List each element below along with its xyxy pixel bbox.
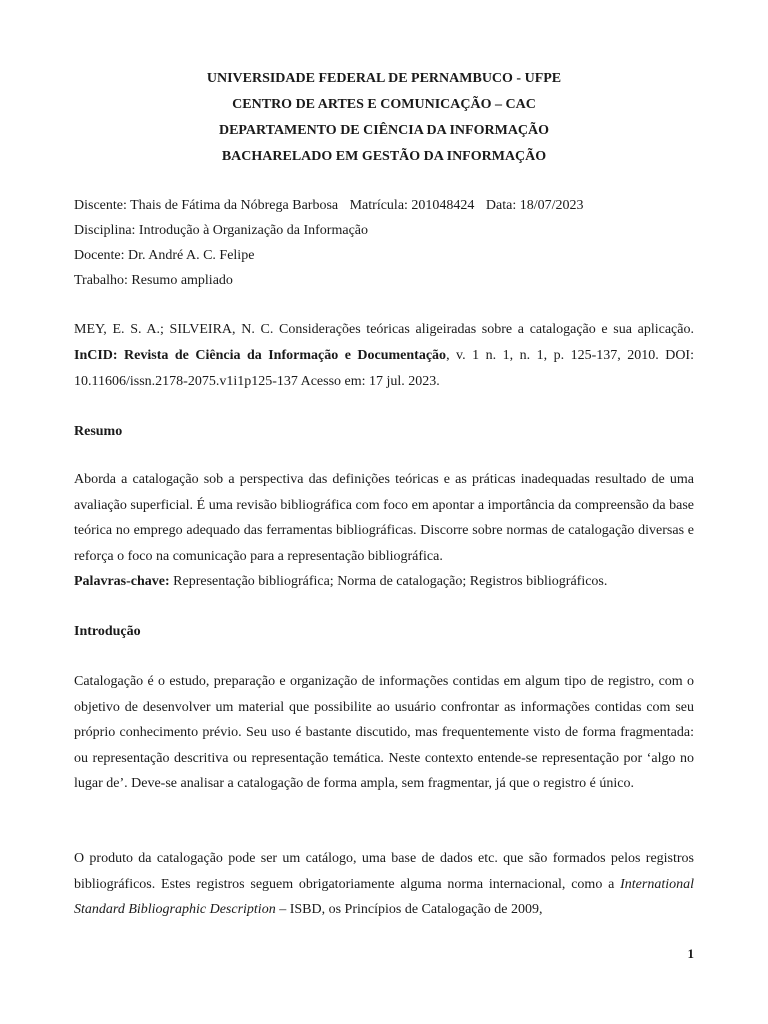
introducao-p2-start: O produto da catalogação pode ser um catálogo, uma base de dados etc. que são formados pelos registros bibliográficos. Estes registros seguem obrigatoriamente alguma norma internacional, como a: [74, 851, 694, 892]
reference-details: , v. 1 n. 1, n. 1, p. 125-137, 2010. DOI: 10.11606/issn.2178-2075.v1i1p125-137 Acesso em: 17 jul. 2023.: [74, 348, 694, 389]
professor-name: Docente: Dr. André A. C. Felipe: [74, 248, 255, 263]
resumo-paragraph: [74, 467, 694, 595]
header-center: CENTRO DE ARTES E COMUNICAÇÃO – CAC: [232, 97, 536, 112]
section-title-introducao: Introdução: [74, 624, 141, 639]
resumo-text: Aborda a catalogação sob a perspectiva das definições teóricas e as práticas inadequadas resultado de uma avaliação superficial. É uma revisão bibliográfica com foco em apontar a importância da compreensão da base teórica no emprego adequado das ferramentas bibliográficas. Discorre sobre normas de catalogação diversas e reforça o foco na comunicação para a representação bibliográfica.: [74, 472, 694, 564]
document-date: Data: 18/07/2023: [485, 198, 584, 213]
institution-header: [74, 66, 694, 170]
header-university: UNIVERSIDADE FEDERAL DE PERNAMBUCO - UFPE: [206, 71, 562, 86]
document-metadata: [74, 193, 694, 293]
bibliographic-reference: [74, 317, 694, 395]
registration-number: Matrícula: 201048424: [349, 198, 475, 213]
page-number: 1: [687, 946, 694, 961]
header-department: DEPARTAMENTO DE CIÊNCIA DA INFORMAÇÃO: [218, 123, 550, 138]
reference-authors-title: MEY, E. S. A.; SILVEIRA, N. C. Considerações teóricas aligeiradas sobre a catalogação e sua aplicação.: [74, 322, 694, 337]
course-subject: Disciplina: Introdução à Organização da Informação: [74, 223, 368, 238]
introducao-p2-end: – ISBD, os Princípios de Catalogação de 2009,: [275, 902, 543, 917]
header-course: BACHARELADO EM GESTÃO DA INFORMAÇÃO: [221, 149, 547, 164]
student-name: Discente: Thais de Fátima da Nóbrega Barbosa: [74, 198, 339, 213]
work-type: Trabalho: Resumo ampliado: [74, 273, 233, 288]
keywords-label: Palavras-chave:: [74, 574, 170, 589]
introducao-paragraph-2: [74, 846, 694, 923]
keywords-text: Representação bibliográfica; Norma de catalogação; Registros bibliográficos.: [169, 574, 608, 589]
section-title-resumo: Resumo: [74, 424, 123, 439]
student-row: [74, 193, 694, 218]
isbd-title: International Standard Bibliographic Description: [74, 876, 694, 917]
introducao-paragraph-1: Catalogação é o estudo, preparação e organização de informações contidas em algum tipo de registro, com o objetivo de desenvolver um material que possibilite ao usuário confrontar as informações contidas com seu próprio conhecimento prévio. Seu uso é bastante discutido, mas frequentemente visto de forma fragmentada: ou representação descritiva ou representação temática. Neste contexto entende-se representação por ‘algo no lugar de’. Deve-se analisar a catalogação de forma ampla, sem fragmentar, já que o registro é único.: [74, 674, 694, 791]
reference-journal: InCID: Revista de Ciência da Informação e Documentação: [74, 348, 447, 363]
